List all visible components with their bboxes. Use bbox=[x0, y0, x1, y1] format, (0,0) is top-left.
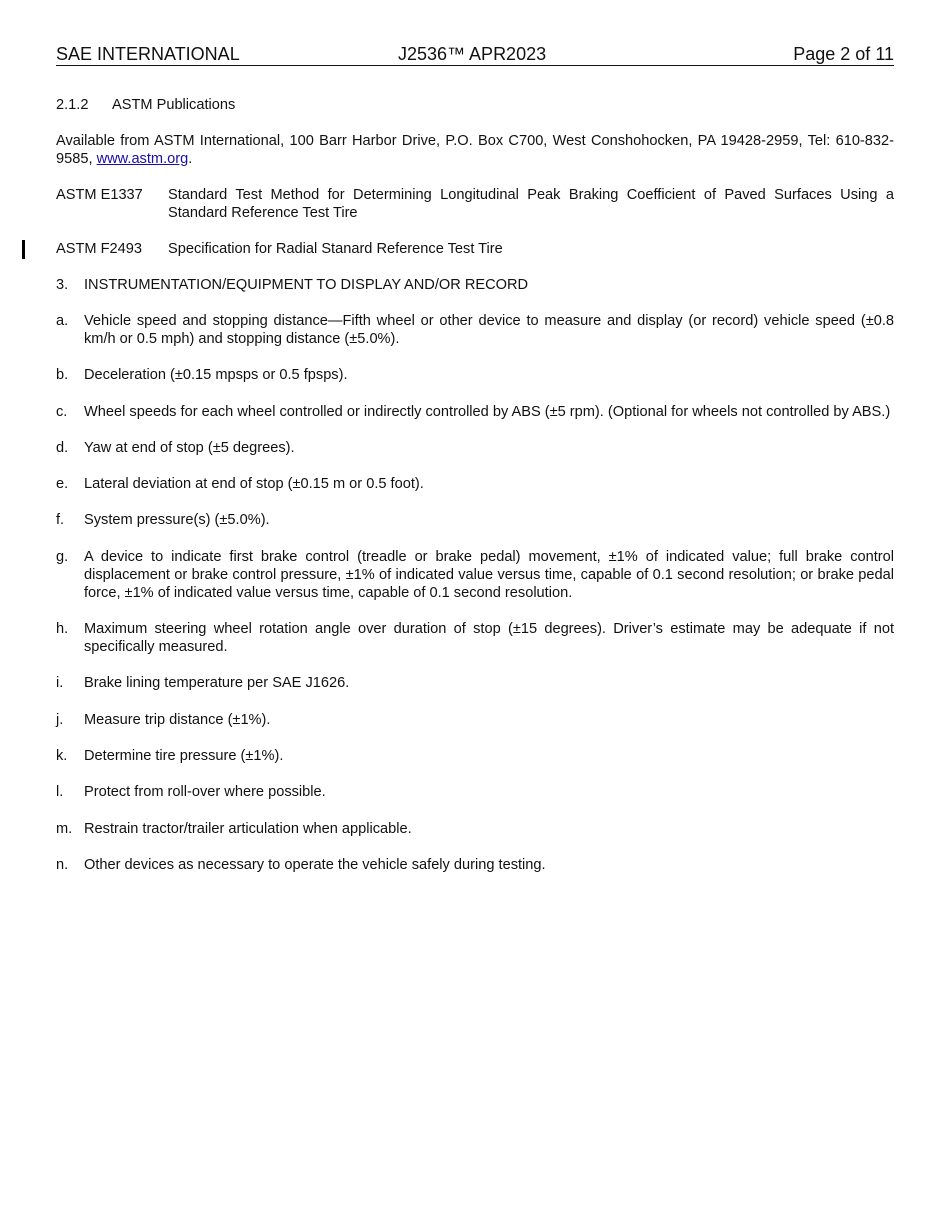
reference-title: Standard Test Method for Determining Longitudinal Peak Braking Coefficient of Paved Surfaces Using a Standard Reference Test Tire bbox=[168, 187, 894, 221]
list-item-text: Protect from roll-over where possible. bbox=[84, 784, 326, 801]
availability-text: Available from ASTM International, 100 Barr Harbor Drive, P.O. Box C700, West Conshohocken, PA 19428-2959, Tel: 610-832-9585, bbox=[56, 133, 894, 167]
header-page-number: Page 2 of 11 bbox=[793, 44, 894, 64]
list-item-text: A device to indicate first brake control (treadle or brake pedal) movement, ±1% of indicated value; full brake control displacement or brake control pressure, ±1% of indicated value versus time, capable of 0.1 second resolution; or brake pedal force, ±1% of indicated value versus time, capable of 0.1 second resolution. bbox=[84, 548, 894, 601]
list-item bbox=[56, 511, 894, 529]
section-title: INSTRUMENTATION/EQUIPMENT TO DISPLAY AND/OR RECORD bbox=[84, 277, 529, 293]
list-item bbox=[56, 674, 894, 692]
availability-paragraph bbox=[56, 132, 894, 168]
list-item-text: Brake lining temperature per SAE J1626. bbox=[84, 675, 350, 692]
list-item bbox=[56, 439, 894, 457]
list-marker: f. bbox=[56, 512, 65, 529]
list-marker: k. bbox=[56, 747, 68, 764]
astm-website-link[interactable]: www.astm.org bbox=[96, 151, 189, 167]
list-item-text: Deceleration (±0.15 mpsps or 0.5 fpsps). bbox=[84, 367, 348, 384]
list-marker: g. bbox=[56, 548, 69, 565]
reference-entry bbox=[56, 186, 894, 222]
subsection-number: 2.1.2 bbox=[56, 97, 89, 113]
list-marker: e. bbox=[56, 476, 69, 493]
list-marker: h. bbox=[56, 621, 69, 638]
list-item-text: Other devices as necessary to operate the vehicle safely during testing. bbox=[84, 856, 546, 873]
list-item-text: Maximum steering wheel rotation angle over duration of stop (±15 degrees). Driver’s estimate may be adequate if not specifically measured. bbox=[84, 621, 894, 656]
list-item-text: System pressure(s) (±5.0%). bbox=[84, 512, 270, 529]
subsection-title: ASTM Publications bbox=[112, 97, 236, 113]
reference-code: ASTM F2493 bbox=[56, 241, 142, 257]
list-marker: a. bbox=[56, 313, 69, 329]
list-marker: c. bbox=[56, 403, 68, 420]
header-document-id: J2536™ APR2023 bbox=[398, 44, 547, 64]
list-item bbox=[56, 548, 894, 602]
list-item bbox=[56, 312, 894, 348]
reference-title: Specification for Radial Stanard Reference Test Tire bbox=[168, 241, 503, 257]
list-marker: d. bbox=[56, 439, 69, 456]
list-item-text: Wheel speeds for each wheel controlled or indirectly controlled by ABS (±5 rpm). (Optional for wheels not controlled by ABS.) bbox=[84, 403, 891, 420]
list-item bbox=[56, 403, 894, 421]
availability-end: . bbox=[188, 151, 193, 167]
list-item bbox=[56, 856, 894, 874]
list-marker: n. bbox=[56, 856, 69, 873]
list-item bbox=[56, 711, 894, 729]
list-item bbox=[56, 620, 894, 656]
list-item bbox=[56, 747, 894, 765]
section-heading bbox=[56, 276, 894, 294]
list-item-text: Lateral deviation at end of stop (±0.15 m or 0.5 foot). bbox=[84, 476, 424, 493]
list-item bbox=[56, 366, 894, 384]
document-body bbox=[56, 96, 894, 892]
list-marker: b. bbox=[56, 367, 69, 384]
list-item-text: Restrain tractor/trailer articulation when applicable. bbox=[84, 820, 412, 837]
running-header bbox=[56, 43, 894, 66]
header-organization: SAE INTERNATIONAL bbox=[56, 44, 240, 64]
subsection-heading bbox=[56, 96, 894, 114]
list-marker: l. bbox=[56, 784, 64, 801]
reference-code: ASTM E1337 bbox=[56, 187, 143, 203]
equipment-list bbox=[56, 312, 894, 874]
list-item-text: Vehicle speed and stopping distance—Fifth wheel or other device to measure and display (or record) vehicle speed (±0.8 km/h or 0.5 mph) and stopping distance (±5.0%). bbox=[84, 313, 894, 347]
list-item-text: Measure trip distance (±1%). bbox=[84, 711, 271, 728]
list-item-text: Determine tire pressure (±1%). bbox=[84, 747, 284, 764]
list-item bbox=[56, 783, 894, 801]
reference-entry bbox=[56, 240, 894, 258]
list-marker: m. bbox=[56, 820, 73, 837]
section-number: 3. bbox=[56, 277, 69, 293]
list-item bbox=[56, 820, 894, 838]
list-marker: j. bbox=[56, 711, 64, 728]
list-item-text: Yaw at end of stop (±5 degrees). bbox=[84, 439, 295, 456]
list-item bbox=[56, 475, 894, 493]
revision-change-bar bbox=[22, 240, 25, 259]
list-marker: i. bbox=[56, 675, 64, 692]
